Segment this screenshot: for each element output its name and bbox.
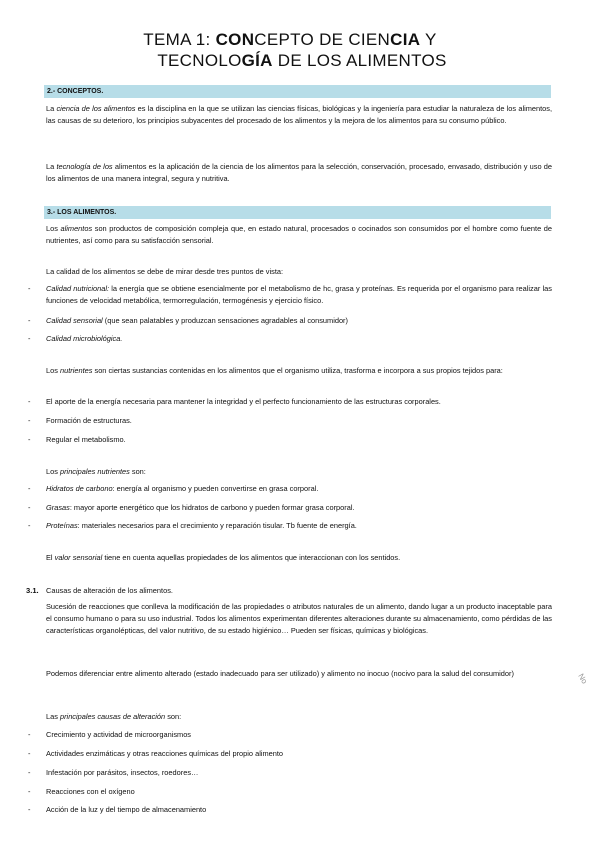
list-item-causa: Reacciones con el oxígeno <box>46 787 135 796</box>
list-item-calidad: Calidad microbiológica. <box>46 334 123 343</box>
section-header-alimentos: 3.- LOS ALIMENTOS. <box>44 206 551 219</box>
list-item-calidad: Calidad nutricional: la energía que se obtiene esencialmente por el metabolismo de hc, grasa y proteínas. Es requerida por el organismo para realizar las funciones de velocidad metabólica, termorregulación, termogénesis y ejercicio físico. <box>46 284 552 305</box>
subsection-heading: Causas de alteración de los alimentos. <box>46 586 173 595</box>
paragraph-alteracion: Sucesión de reacciones que conlleva la modificación de las propiedades o atributos naturales de un alimento, dando lugar a un producto inaceptable para el consumo humano o para su uso industrial. Todos los alimentos experimentan diferentes alteraciones durante su almacenamiento, como pérdidas de las características organolépticas, del valor nutritivo, de su estado higiénico… Pueden ser físicas, químicas y biológicas. <box>46 602 552 635</box>
list-item-funcion: Formación de estructuras. <box>46 416 132 425</box>
paragraph-tecnologia: La tecnología de los alimentos es la aplicación de la ciencia de los alimentos para la selección, conservación, procesado, envasado, distribución y uso de los alimentos de una manera integral, segura y nutritiva. <box>46 162 553 183</box>
bullet-dash: - <box>28 284 31 293</box>
bullet-dash: - <box>28 521 31 530</box>
bullet-dash: - <box>28 805 31 814</box>
bullet-dash: - <box>28 316 31 325</box>
list-item-causa: Actividades enzimáticas y otras reacciones químicas del propio alimento <box>46 749 284 758</box>
bullet-dash: - <box>28 416 31 425</box>
list-item-causa: Infestación por parásitos, insectos, roedores… <box>46 768 199 777</box>
bullet-dash: - <box>28 334 31 343</box>
list-item-funcion: Regular el metabolismo. <box>46 435 126 444</box>
bullet-dash: - <box>28 787 31 796</box>
bullet-dash: - <box>28 435 31 444</box>
paragraph-alimentos: Los alimentos son productos de composición compleja que, en estado natural, procesados o cocinados son consumidos por el hombre como fuente de nutrientes, así como para su satisfacción sensorial. <box>46 224 552 245</box>
paragraph-alimento-alterado: Podemos diferenciar entre alimento alterado (estado inadecuado para ser utilizado) y alimento no inocuo (nocivo para la salud del consumidor) <box>46 669 514 678</box>
bullet-dash: - <box>28 484 31 493</box>
paragraph-valor-sensorial: El valor sensorial tiene en cuenta aquellas propiedades de los alimentos que interaccionan con los sentidos. <box>46 553 401 562</box>
list-item-nutriente: Grasas: mayor aporte energético que los hidratos de carbono y pueden formar grasa corporal. <box>46 503 355 512</box>
bullet-dash: - <box>28 749 31 758</box>
list-item-nutriente: Proteínas: materiales necesarios para el crecimiento y reparación tisular. Tb fuente de energía. <box>46 521 357 530</box>
list-item-funcion: El aporte de la energía necesaria para mantener la integridad y el perfecto funcionamiento de las estructuras corporales. <box>46 397 441 406</box>
bullet-dash: - <box>28 730 31 739</box>
list-item-causa: Crecimiento y actividad de microorganismos <box>46 730 191 739</box>
paragraph-nutrientes: Los nutrientes son ciertas sustancias contenidas en los alimentos que el organismo utiliza, trasforma e incorpora a sus propios tejidos para: <box>46 366 503 375</box>
bullet-dash: - <box>28 503 31 512</box>
list-item-causa: Acción de la luz y del tiempo de almacenamiento <box>46 805 207 814</box>
margin-text: No <box>576 672 590 686</box>
list-item-calidad: Calidad sensorial (que sean palatables y produzcan sensaciones agradables al consumidor) <box>46 316 348 325</box>
bullet-dash: - <box>28 768 31 777</box>
title-line-2: TECNOLOGÍA DE LOS ALIMENTOS <box>157 51 447 70</box>
calidad-intro: La calidad de los alimentos se debe de mirar desde tres puntos de vista: <box>46 267 284 276</box>
list-item-nutriente: Hidratos de carbono: energía al organismo y pueden convertirse en grasa corporal. <box>46 484 319 493</box>
causas-intro: Las principales causas de alteración son: <box>46 712 182 721</box>
principales-nutrientes-intro: Los principales nutrientes son: <box>46 467 146 476</box>
title-line-1: TEMA 1: CONCEPTO DE CIENCIA Y <box>143 30 437 49</box>
subsection-number: 3.1. <box>26 586 39 595</box>
paragraph-ciencia: La ciencia de los alimentos es la disciplina en la que se utilizan las ciencias físicas, biológicas y la ingeniería para estudiar la naturaleza de los alimentos, las causas de su deterioro, los principios subyacentes del procesado de los alimentos y la mejora de los alimentos para su consumo público. <box>46 104 553 125</box>
section-header-conceptos: 2.- CONCEPTOS. <box>44 85 551 98</box>
bullet-dash: - <box>28 397 31 406</box>
